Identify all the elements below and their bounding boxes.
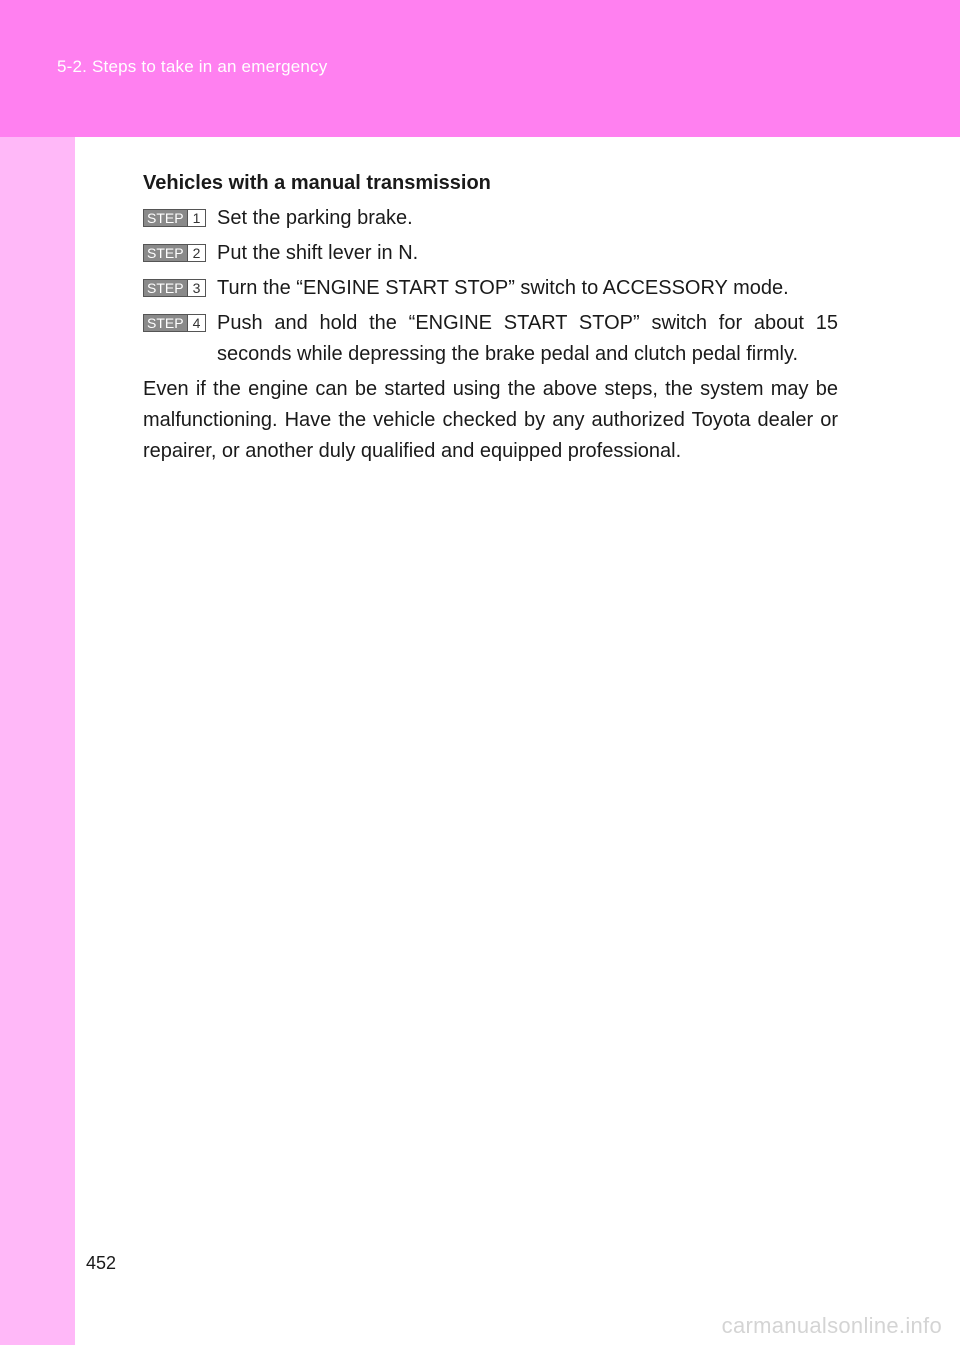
step-badge-number: 3 xyxy=(187,280,206,296)
page-content xyxy=(143,168,838,467)
body-paragraph: Even if the engine can be started using the above steps, the system may be malfunctioning. Have the vehicle checked by any authorized Toyota dealer or repairer, or another duly qualified and equipped professional. xyxy=(143,378,838,462)
step-badge-label: STEP xyxy=(144,315,187,331)
step-item xyxy=(143,308,838,370)
step-text: Set the parking brake. xyxy=(217,207,413,229)
step-badge-label: STEP xyxy=(144,245,187,261)
step-item xyxy=(143,203,838,234)
step-badge-label: STEP xyxy=(144,210,187,226)
header-band xyxy=(0,0,960,137)
step-item xyxy=(143,238,838,269)
step-badge xyxy=(143,244,206,262)
section-heading: Vehicles with a manual transmission xyxy=(143,172,491,194)
step-text: Turn the “ENGINE START STOP” switch to ACCESSORY mode. xyxy=(217,277,789,299)
page-number: 452 xyxy=(86,1253,117,1273)
step-badge xyxy=(143,279,206,297)
step-badge xyxy=(143,209,206,227)
step-badge-label: STEP xyxy=(144,280,187,296)
step-text: Push and hold the “ENGINE START STOP” switch for about 15 seconds while depressing the brake pedal and clutch pedal firmly. xyxy=(217,312,838,365)
sidebar-band xyxy=(0,137,75,1345)
step-badge-number: 4 xyxy=(187,315,206,331)
step-text: Put the shift lever in N. xyxy=(217,242,419,264)
step-badge xyxy=(143,314,206,332)
watermark: carmanualsonline.info xyxy=(721,1313,942,1338)
step-badge-number: 1 xyxy=(187,210,206,226)
step-item xyxy=(143,273,838,304)
section-title: 5-2. Steps to take in an emergency xyxy=(57,57,328,76)
step-badge-number: 2 xyxy=(187,245,206,261)
